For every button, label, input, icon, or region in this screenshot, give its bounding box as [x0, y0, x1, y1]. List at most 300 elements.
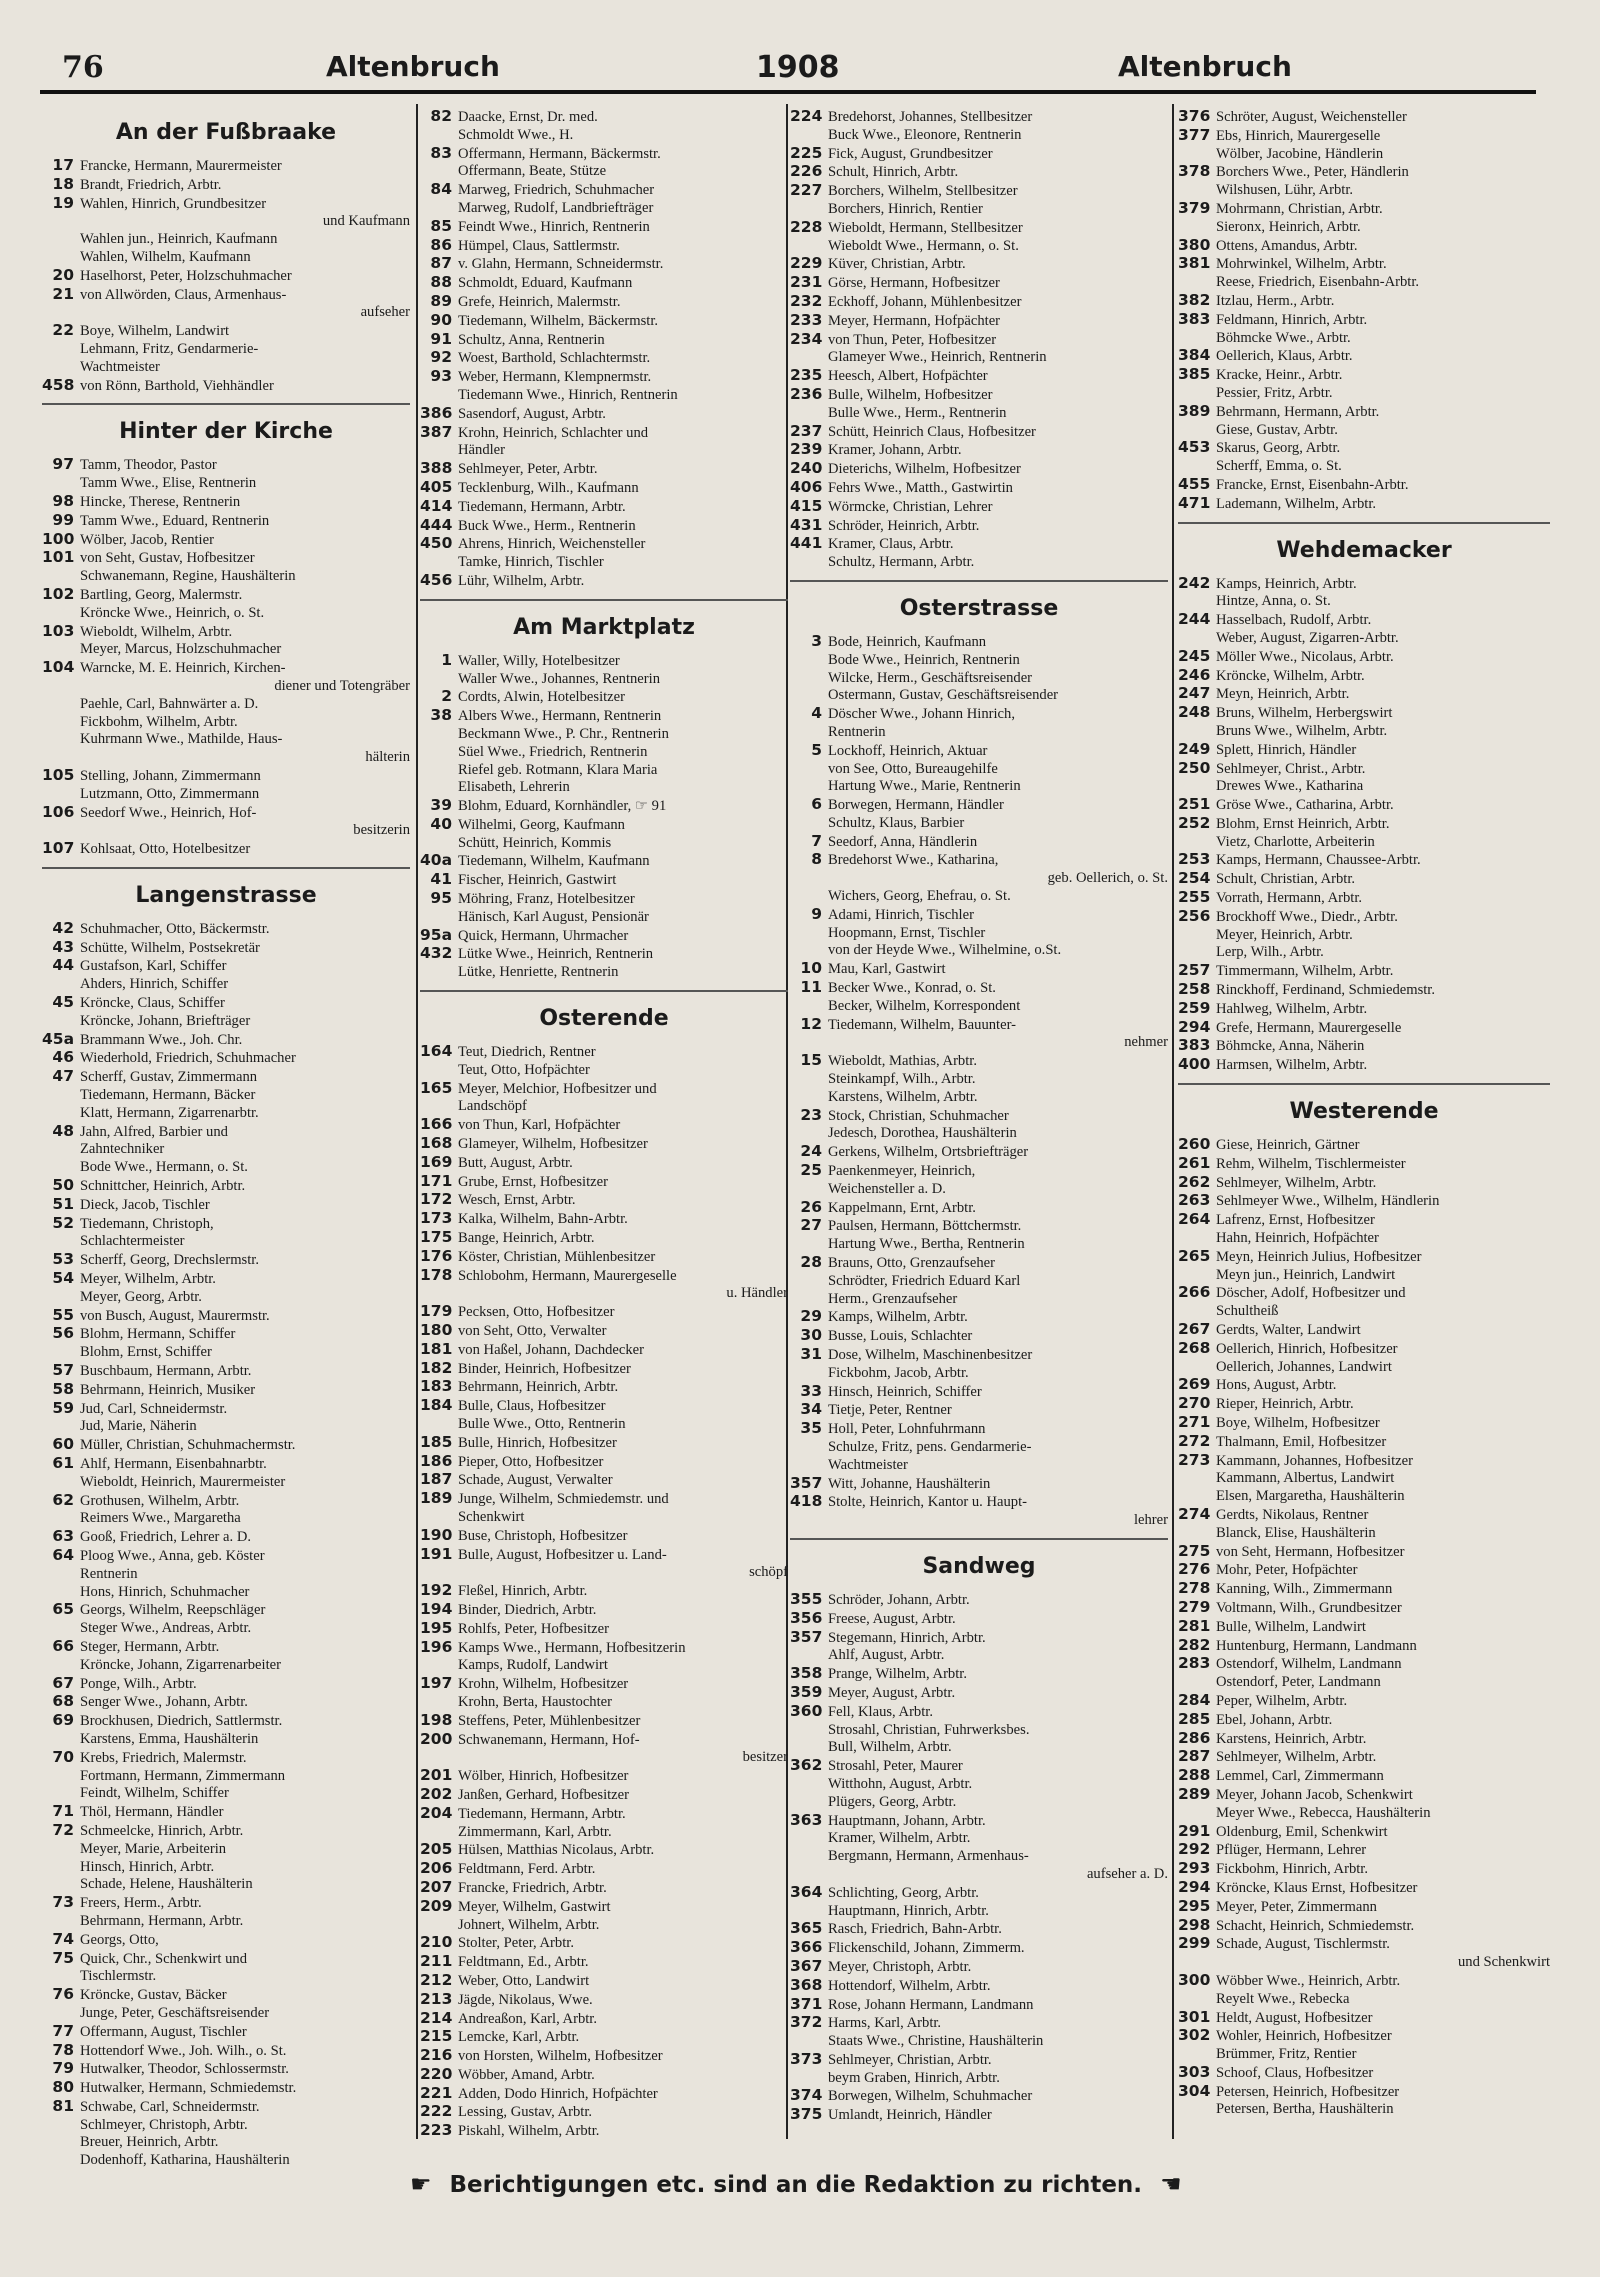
resident-entry — [790, 535, 1168, 554]
resident-text: Hottendorf Wwe., Joh. Wilh., o. St. — [80, 2042, 287, 2059]
house-number: 406 — [790, 477, 823, 496]
resident-text: Schultheiß — [1216, 1303, 1279, 1320]
resident-text: Scherff, Gustav, Zimmermann — [80, 1069, 258, 1086]
resident-text: Stegemann, Hinrich, Arbtr. — [828, 1629, 986, 1646]
resident-entry — [790, 1848, 1168, 1866]
house-number: 295 — [1178, 1896, 1211, 1915]
resident-entry — [1178, 1561, 1550, 1580]
resident-text: Wohler, Heinrich, Hofbesitzer — [1216, 2028, 1392, 2045]
resident-text: Hincke, Therese, Rentnerin — [80, 493, 241, 510]
resident-text: Schmoldt, Eduard, Kaufmann — [458, 275, 633, 292]
street-heading: Osterstrasse — [899, 595, 1059, 621]
resident-text: Vietz, Charlotte, Arbeiterin — [1216, 833, 1375, 850]
resident-entry — [42, 920, 410, 939]
resident-text: Tamm Wwe., Elise, Rentnerin — [80, 475, 257, 492]
resident-text: Kröncke, Johann, Briefträger — [80, 1012, 251, 1029]
house-number: 236 — [790, 384, 823, 403]
resident-entry — [1178, 127, 1550, 146]
house-number: 418 — [790, 1492, 823, 1511]
resident-entry — [1178, 1917, 1550, 1936]
house-number: 45a — [42, 1029, 75, 1048]
house-number: 4 — [811, 704, 822, 723]
resident-entry — [790, 1273, 1168, 1291]
resident-entry — [1178, 1414, 1550, 1433]
resident-entry — [42, 1986, 410, 2005]
resident-entry — [790, 293, 1168, 312]
resident-text: Kröncke, Gustav, Bäcker — [80, 1987, 227, 2004]
resident-text: Lademann, Wilhelm, Arbtr. — [1216, 495, 1377, 512]
house-number: 89 — [430, 291, 452, 310]
house-number: 57 — [52, 1361, 74, 1380]
resident-entry — [1178, 385, 1550, 403]
resident-entry — [790, 1903, 1168, 1921]
house-number: 60 — [52, 1435, 74, 1454]
house-number: 285 — [1178, 1709, 1211, 1728]
resident-text: Timmermann, Wilhelm, Arbtr. — [1216, 963, 1394, 980]
resident-text: Tietje, Peter, Rentner — [828, 1402, 952, 1419]
resident-text: Skarus, Georg, Arbtr. — [1216, 440, 1341, 457]
house-number: 455 — [1178, 474, 1211, 493]
resident-entry — [420, 1378, 788, 1397]
house-number: 51 — [52, 1194, 74, 1213]
resident-text: Offermann, Hermann, Bäckermstr. — [458, 145, 661, 162]
resident-entry — [42, 2023, 410, 2042]
resident-entry — [420, 535, 788, 554]
resident-entry — [1178, 1954, 1550, 1972]
resident-entry — [1178, 1321, 1550, 1340]
resident-entry — [42, 1325, 410, 1344]
resident-text: Sehlmeyer, Christian, Arbtr. — [828, 2051, 992, 2068]
resident-entry — [420, 1953, 788, 1972]
resident-entry — [42, 1785, 410, 1803]
house-number: 2 — [441, 687, 452, 706]
resident-entry — [42, 994, 410, 1013]
resident-text: Steger, Hermann, Arbtr. — [80, 1638, 220, 1655]
resident-text: Krohn, Wilhelm, Hofbesitzer — [458, 1676, 629, 1693]
resident-entry — [420, 744, 788, 762]
resident-entry — [420, 1173, 788, 1192]
resident-entry — [420, 835, 788, 853]
house-number: 254 — [1178, 869, 1211, 888]
column-divider — [416, 104, 418, 2139]
resident-entry — [790, 942, 1168, 960]
resident-text: Dose, Wilhelm, Maschinenbesitzer — [828, 1347, 1033, 1363]
house-number: 458 — [42, 375, 75, 394]
house-number: 62 — [52, 1490, 74, 1509]
resident-text: Müller, Christian, Schuhmachermstr. — [80, 1437, 296, 1454]
resident-entry — [1178, 1805, 1550, 1823]
street-section — [1178, 1083, 1550, 2119]
resident-entry — [1178, 1823, 1550, 1842]
resident-entry — [790, 870, 1168, 888]
house-number: 270 — [1178, 1394, 1211, 1413]
resident-entry — [1178, 311, 1550, 330]
house-number: 81 — [52, 2096, 74, 2115]
resident-entry — [42, 1141, 410, 1159]
resident-entry — [42, 623, 410, 642]
resident-entry — [790, 1684, 1168, 1703]
resident-entry — [420, 1879, 788, 1898]
house-number: 432 — [420, 944, 453, 963]
resident-text: Schenkwirt — [458, 1508, 525, 1525]
house-number: 56 — [52, 1324, 74, 1343]
resident-entry — [790, 517, 1168, 536]
resident-entry — [42, 1400, 410, 1419]
resident-entry — [790, 2087, 1168, 2106]
house-number: 258 — [1178, 980, 1211, 999]
resident-entry — [790, 163, 1168, 182]
resident-text: Prange, Wilhelm, Arbtr. — [828, 1666, 967, 1683]
resident-text: Schacht, Heinrich, Schmiedemstr. — [1216, 1917, 1415, 1934]
resident-text: Meyer Wwe., Rebecca, Haushälterin — [1216, 1804, 1431, 1821]
house-number: 70 — [52, 1747, 74, 1766]
street-section — [1178, 522, 1550, 1076]
house-number: 69 — [52, 1711, 74, 1730]
resident-text: Schröter, August, Weichensteller — [1216, 109, 1407, 125]
resident-text: Sasendorf, August, Arbtr. — [458, 405, 606, 422]
resident-entry — [42, 1474, 410, 1492]
resident-entry — [42, 475, 410, 493]
resident-text: Wichers, Georg, Ehefrau, o. St. — [828, 888, 1011, 905]
house-number: 380 — [1178, 235, 1211, 254]
resident-entry — [790, 1958, 1168, 1977]
resident-entry — [790, 998, 1168, 1016]
resident-entry — [420, 1564, 788, 1582]
resident-text: Tiedemann, Wilhelm, Kaufmann — [458, 853, 650, 870]
resident-entry — [1178, 611, 1550, 630]
resident-text: Grefe, Hermann, Maurergeselle — [1216, 1019, 1402, 1036]
resident-entry — [1178, 366, 1550, 385]
house-number: 58 — [52, 1379, 74, 1398]
resident-entry — [420, 1322, 788, 1341]
resident-entry — [42, 531, 410, 550]
resident-entry — [1178, 458, 1550, 476]
resident-entry — [42, 249, 410, 267]
resident-text: Holl, Peter, Lohnfuhrmann — [828, 1421, 986, 1438]
resident-text: Meyer, Wilhelm, Arbtr. — [80, 1271, 216, 1288]
house-number: 415 — [790, 496, 823, 515]
resident-text: Tiedemann, Hermann, Arbtr. — [458, 1805, 626, 1822]
resident-text: Fleßel, Hinrich, Arbtr. — [458, 1583, 588, 1600]
house-number: 75 — [52, 1948, 74, 1967]
resident-text: von Seht, Otto, Verwalter — [458, 1323, 607, 1340]
resident-text: Meyer, Wilhelm, Gastwirt — [458, 1898, 611, 1915]
resident-text: Gerdts, Nikolaus, Rentner — [1216, 1506, 1369, 1523]
house-number: 182 — [420, 1358, 453, 1377]
house-number: 256 — [1178, 906, 1211, 925]
resident-entry — [42, 1105, 410, 1123]
resident-entry — [790, 1996, 1168, 2015]
house-number: 373 — [790, 2049, 823, 2068]
resident-entry — [420, 890, 788, 909]
resident-entry — [1178, 182, 1550, 200]
resident-entry — [42, 2079, 410, 2098]
resident-text: Giese, Heinrich, Gärtner — [1216, 1137, 1360, 1154]
house-number: 107 — [42, 839, 75, 858]
street-heading: Hinter der Kirche — [119, 419, 333, 445]
resident-entry — [1178, 704, 1550, 723]
house-number: 375 — [790, 2105, 823, 2124]
house-number: 286 — [1178, 1728, 1211, 1747]
house-number: 378 — [1178, 162, 1211, 181]
house-number: 98 — [52, 491, 74, 510]
resident-text: Sehlmeyer, Wilhelm, Arbtr. — [1216, 1749, 1377, 1766]
resident-text: Meyer, Peter, Zimmermann — [1216, 1898, 1377, 1915]
street-heading: Westerende — [1289, 1099, 1439, 1125]
house-number: 65 — [52, 1600, 74, 1619]
resident-text: besitzerin — [353, 822, 410, 839]
resident-text: Ostendorf, Peter, Landmann — [1216, 1674, 1381, 1691]
resident-entry — [1178, 495, 1550, 514]
resident-entry — [790, 851, 1168, 870]
house-number: 7 — [811, 831, 822, 850]
resident-text: Wieboldt, Heinrich, Maurermeister — [80, 1473, 286, 1490]
resident-entry — [420, 1639, 788, 1658]
column-2 — [420, 108, 788, 2140]
resident-text: Tecklenburg, Wilh., Kaufmann — [458, 479, 639, 496]
house-number: 359 — [790, 1682, 823, 1701]
resident-text: Möller Wwe., Nicolaus, Arbtr. — [1216, 648, 1394, 665]
resident-entry — [42, 1196, 410, 1215]
resident-text: Hons, Hinrich, Schuhmacher — [80, 1583, 250, 1600]
house-number: 367 — [790, 1956, 823, 1975]
resident-entry — [42, 1031, 410, 1050]
resident-text: Steger Wwe., Andreas, Arbtr. — [80, 1620, 252, 1637]
resident-entry — [790, 1254, 1168, 1273]
house-number: 376 — [1178, 107, 1211, 125]
house-number: 385 — [1178, 365, 1211, 384]
resident-entry — [790, 1420, 1168, 1439]
resident-entry — [420, 1416, 788, 1434]
resident-entry — [420, 312, 788, 331]
resident-text: Fick, August, Grundbesitzer — [828, 145, 993, 162]
resident-entry — [1178, 1991, 1550, 2009]
resident-entry — [420, 237, 788, 256]
resident-entry — [42, 1362, 410, 1381]
resident-text: Dieterichs, Wilhelm, Hofbesitzer — [828, 461, 1021, 478]
house-number: 61 — [52, 1454, 74, 1472]
resident-text: Bull, Wilhelm, Arbtr. — [828, 1739, 952, 1756]
resident-entry — [1178, 575, 1550, 594]
column-4 — [1178, 108, 1550, 2140]
resident-text: Teut, Diedrich, Rentner — [458, 1044, 596, 1061]
house-number: 91 — [430, 329, 452, 348]
resident-text: Lütke, Henriette, Rentnerin — [458, 964, 619, 981]
house-number: 388 — [420, 459, 453, 478]
resident-text: Marweg, Rudolf, Landbriefträger — [458, 199, 654, 216]
resident-text: Junge, Peter, Geschäftsreisender — [80, 2004, 270, 2021]
house-number: 84 — [430, 180, 452, 199]
resident-text: Lemcke, Karl, Arbtr. — [458, 2029, 580, 2046]
resident-text: Karstens, Heinrich, Arbtr. — [1216, 1730, 1367, 1747]
resident-entry — [42, 377, 410, 396]
resident-entry — [420, 1229, 788, 1248]
resident-text: Freers, Herm., Arbtr. — [80, 1895, 202, 1912]
resident-text: Wieboldt, Wilhelm, Arbtr. — [80, 623, 233, 640]
resident-entry — [790, 1143, 1168, 1162]
resident-entry — [790, 219, 1168, 238]
resident-entry — [420, 218, 788, 237]
resident-text: Tamm Wwe., Eduard, Rentnerin — [80, 512, 270, 529]
house-number: 181 — [420, 1339, 453, 1358]
resident-entry — [42, 213, 410, 231]
house-number: 303 — [1178, 2062, 1211, 2081]
resident-text: Fell, Klaus, Arbtr. — [828, 1703, 933, 1720]
resident-text: Offermann, Beate, Stütze — [458, 163, 607, 180]
resident-text: Andreaßon, Karl, Arbtr. — [458, 2010, 598, 2027]
resident-entry — [790, 554, 1168, 572]
resident-text: von Seht, Gustav, Hofbesitzer — [80, 550, 255, 567]
resident-text: Hintze, Anna, o. St. — [1216, 593, 1331, 610]
house-number: 282 — [1178, 1635, 1211, 1654]
resident-entry — [1178, 2064, 1550, 2083]
resident-entry — [1178, 1972, 1550, 1991]
resident-entry — [420, 2085, 788, 2104]
resident-text: Harms, Karl, Arbtr. — [828, 2015, 942, 2032]
resident-entry — [420, 405, 788, 424]
resident-text: Karstens, Emma, Haushälterin — [80, 1730, 259, 1747]
resident-entry — [42, 1510, 410, 1528]
house-number: 431 — [790, 515, 823, 534]
resident-entry — [790, 1629, 1168, 1648]
house-number: 301 — [1178, 2007, 1211, 2026]
house-number: 178 — [420, 1265, 453, 1284]
resident-entry — [790, 1034, 1168, 1052]
house-number: 103 — [42, 621, 75, 640]
resident-entry — [790, 633, 1168, 652]
resident-entry — [420, 479, 788, 498]
resident-entry — [790, 1920, 1168, 1939]
resident-text: diener und Totengräber — [274, 677, 410, 694]
house-number: 383 — [1178, 309, 1211, 328]
resident-text: Jud, Marie, Näherin — [80, 1418, 197, 1435]
resident-text: Gröse Wwe., Catharina, Arbtr. — [1216, 797, 1394, 814]
resident-text: Böhmcke, Anna, Näherin — [1216, 1038, 1365, 1055]
house-number: 97 — [52, 455, 74, 474]
resident-text: Reimers Wwe., Margaretha — [80, 1510, 241, 1527]
resident-entry — [42, 1841, 410, 1859]
resident-text: Meyer, Marcus, Holzschuhmacher — [80, 641, 282, 658]
resident-text: Kröncke Wwe., Heinrich, o. St. — [80, 604, 265, 621]
resident-text: Ebs, Hinrich, Maurergeselle — [1216, 127, 1381, 144]
house-number: 212 — [420, 1970, 453, 1989]
house-number: 226 — [790, 162, 823, 181]
resident-entry — [42, 1712, 410, 1731]
resident-entry — [1178, 1786, 1550, 1805]
house-number: 276 — [1178, 1560, 1211, 1579]
resident-text: Meyn jun., Heinrich, Landwirt — [1216, 1266, 1396, 1283]
resident-entry — [420, 1248, 788, 1267]
resident-entry — [42, 1547, 410, 1566]
house-number: 250 — [1178, 758, 1211, 777]
resident-text: Giese, Gustav, Arbtr. — [1216, 421, 1338, 438]
house-number: 38 — [430, 706, 452, 725]
resident-text: Ahrens, Hinrich, Weichensteller — [458, 536, 646, 553]
resident-entry — [420, 387, 788, 405]
resident-text: Wahlen, Hinrich, Grundbesitzer — [80, 195, 267, 212]
resident-entry — [1178, 1267, 1550, 1285]
resident-entry — [1178, 778, 1550, 796]
resident-text: Hahlweg, Wilhelm, Arbtr. — [1216, 1000, 1368, 1017]
house-number: 228 — [790, 217, 823, 236]
house-number: 210 — [420, 1933, 453, 1952]
resident-text: Meyn, Heinrich, Arbtr. — [1216, 686, 1350, 703]
resident-entry — [1178, 2009, 1550, 2028]
house-number: 304 — [1178, 2081, 1211, 2100]
house-number: 263 — [1178, 1191, 1211, 1210]
resident-text: Plügers, Georg, Arbtr. — [828, 1793, 957, 1810]
resident-text: Kramer, Johann, Arbtr. — [828, 442, 962, 459]
resident-text: Behrmann, Heinrich, Arbtr. — [458, 1379, 619, 1396]
resident-entry — [1178, 1000, 1550, 1019]
resident-entry — [420, 274, 788, 293]
street-section — [790, 580, 1168, 1530]
house-number: 185 — [420, 1432, 453, 1451]
resident-text: Feindt Wwe., Hinrich, Rentnerin — [458, 218, 650, 235]
house-number: 29 — [800, 1307, 822, 1326]
house-number: 387 — [420, 422, 453, 441]
resident-entry — [790, 145, 1168, 164]
resident-entry — [420, 1841, 788, 1860]
house-number: 48 — [52, 1121, 74, 1140]
house-number: 224 — [790, 107, 823, 125]
house-number: 257 — [1178, 961, 1211, 980]
house-number: 73 — [52, 1893, 74, 1912]
house-number: 53 — [52, 1250, 74, 1269]
resident-text: Senger Wwe., Johann, Arbtr. — [80, 1694, 248, 1711]
resident-entry — [420, 1824, 788, 1842]
resident-text: Vorrath, Hermann, Arbtr. — [1216, 890, 1363, 907]
resident-text: Schlmeyer, Christoph, Arbtr. — [80, 2116, 248, 2133]
resident-entry — [790, 423, 1168, 442]
resident-text: Janßen, Gerhard, Hofbesitzer — [458, 1786, 629, 1803]
resident-text: Fickbohm, Jacob, Arbtr. — [828, 1364, 969, 1381]
resident-text: Woest, Barthold, Schlachtermstr. — [458, 350, 651, 367]
house-number: 248 — [1178, 703, 1211, 722]
house-number: 272 — [1178, 1431, 1211, 1450]
resident-text: Steffens, Peter, Mühlenbesitzer — [458, 1712, 641, 1729]
resident-entry — [420, 1991, 788, 2010]
resident-text: Grefe, Heinrich, Malermstr. — [458, 293, 621, 310]
resident-text: von Horsten, Wilhelm, Hofbesitzer — [458, 2048, 663, 2065]
house-number: 357 — [790, 1627, 823, 1646]
resident-entry — [420, 349, 788, 368]
resident-text: Wahlen jun., Heinrich, Kaufmann — [80, 231, 278, 248]
resident-text: Kröncke, Claus, Schiffer — [80, 995, 225, 1012]
resident-text: Zahntechniker — [80, 1141, 165, 1158]
street-heading: An der Fußbraake — [115, 120, 337, 145]
resident-text: Bredehorst, Johannes, Stellbesitzer — [828, 109, 1033, 125]
house-number: 66 — [52, 1636, 74, 1655]
resident-text: Kohlsaat, Otto, Hotelbesitzer — [80, 841, 251, 858]
house-number: 171 — [420, 1171, 453, 1190]
house-number: 85 — [430, 216, 452, 235]
house-number: 379 — [1178, 198, 1211, 217]
resident-entry — [42, 1749, 410, 1768]
resident-text: Brockhoff Wwe., Diedr., Arbtr. — [1216, 908, 1398, 925]
house-number: 265 — [1178, 1246, 1211, 1265]
resident-entry — [42, 714, 410, 732]
resident-text: und Kaufmann — [322, 213, 410, 230]
resident-text: Buck Wwe., Eleonore, Rentnerin — [828, 126, 1022, 143]
house-number: 291 — [1178, 1821, 1211, 1840]
resident-entry — [790, 1591, 1168, 1610]
resident-text: Boye, Wilhelm, Landwirt — [80, 323, 230, 340]
house-number: 246 — [1178, 665, 1211, 684]
resident-entry — [1178, 796, 1550, 815]
house-number: 41 — [430, 870, 452, 889]
resident-text: Eckhoff, Johann, Mühlenbesitzer — [828, 293, 1022, 310]
